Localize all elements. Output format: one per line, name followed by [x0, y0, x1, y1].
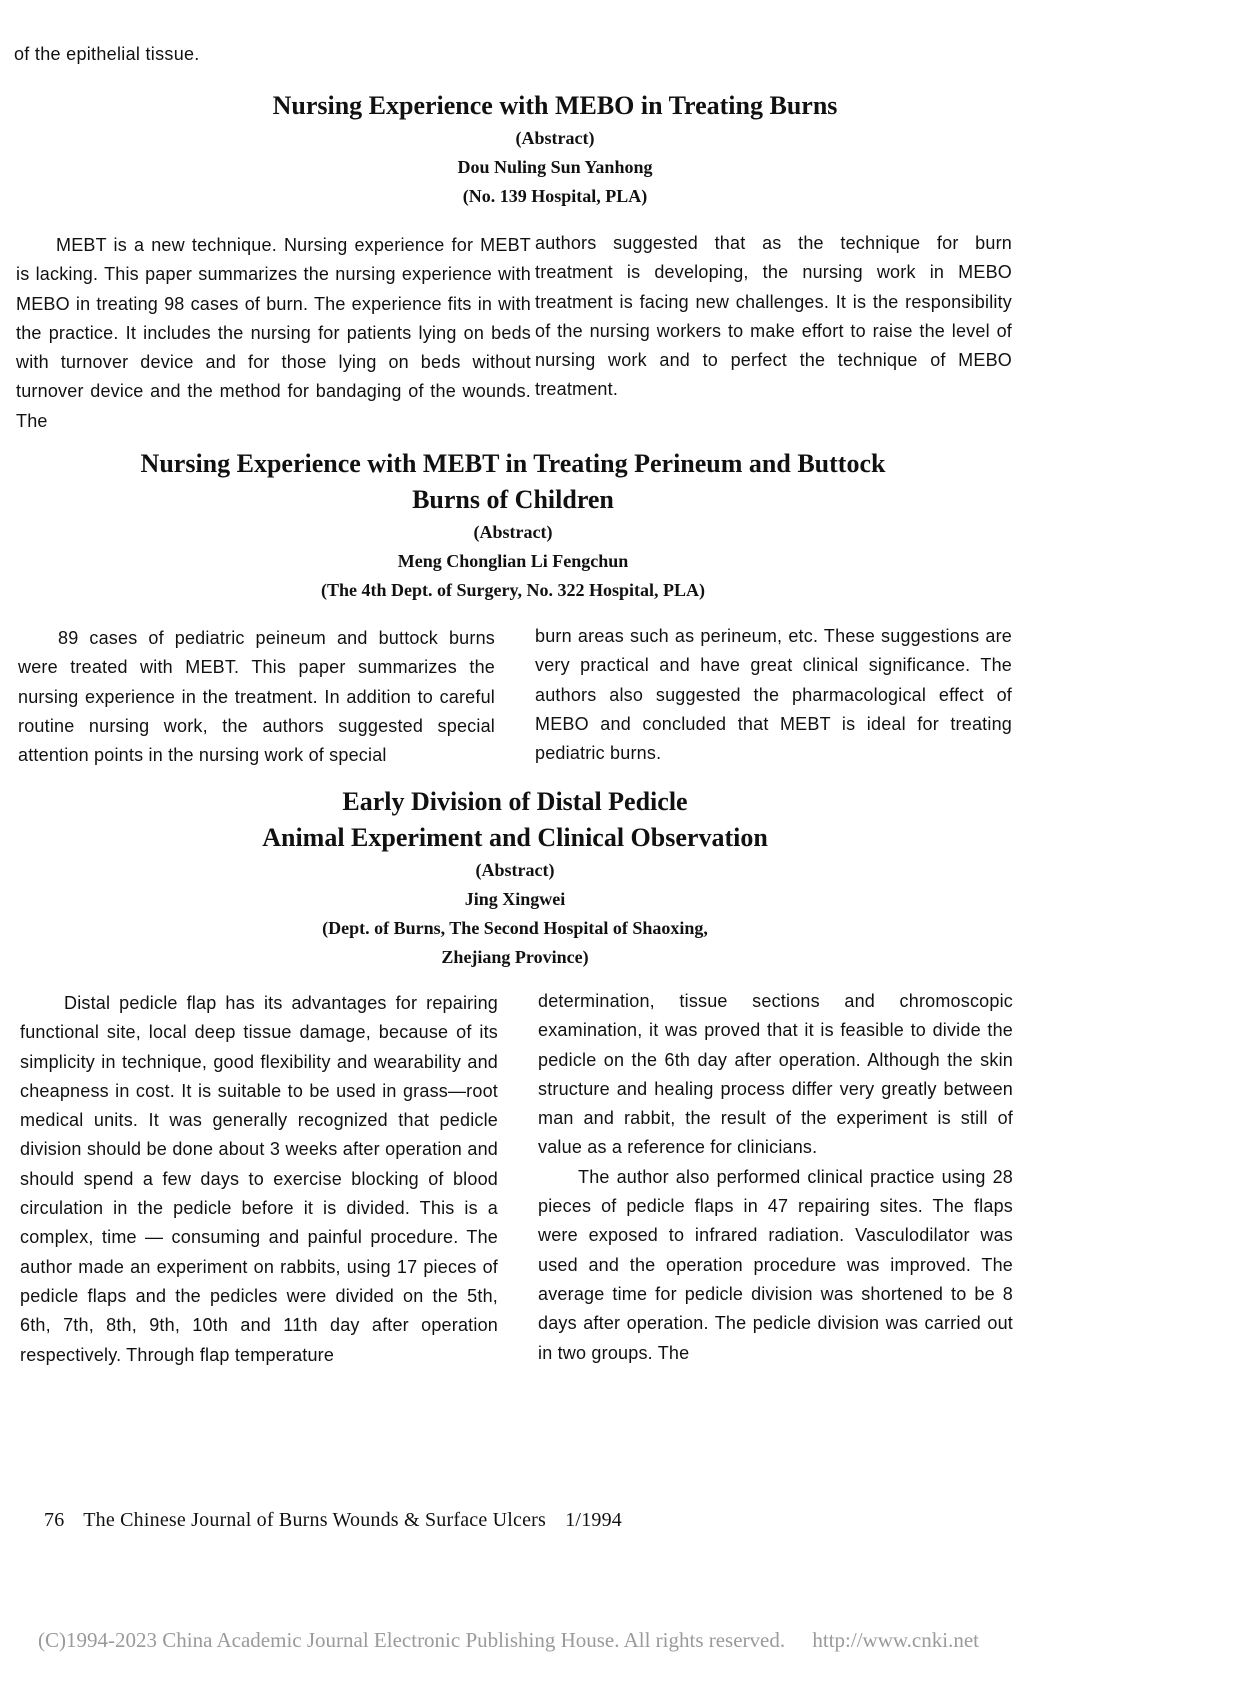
abstract-label: (Abstract) — [515, 128, 595, 148]
article-affiliation: (Dept. of Burns, The Second Hospital of Shaoxing, — [322, 918, 708, 938]
copyright-line — [38, 1628, 1218, 1653]
article-authors: Dou Nuling Sun Yanhong — [457, 157, 653, 177]
article-title: Early Division of Distal Pedicle — [342, 787, 688, 816]
article-title: Nursing Experience with MEBO in Treating Burns — [272, 91, 838, 120]
carry-over-text: of the epithelial tissue. — [14, 44, 200, 64]
article-1-left-column — [16, 231, 531, 436]
article-title: Nursing Experience with MEBT in Treating Perineum and Buttock — [140, 449, 886, 478]
article-affiliation: Zhejiang Province) — [441, 947, 589, 967]
abstract-label: (Abstract) — [473, 522, 553, 542]
body-paragraph: determination, tissue sections and chromoscopic examination, it was proved that it is feasible to divide the pedicle on the 6th day after operation. Although the skin structure and healing process differ very greatly between man and rabbit, the result of the experiment is still of value as a reference for clinicians. — [538, 991, 1013, 1158]
article-title: Animal Experiment and Clinical Observation — [262, 823, 768, 852]
article-affiliation: (The 4th Dept. of Surgery, No. 322 Hospital, PLA) — [321, 580, 705, 600]
article-1-header — [0, 88, 1110, 211]
article-authors: Meng Chonglian Li Fengchun — [397, 551, 629, 571]
copyright-url: http://www.cnki.net — [812, 1628, 979, 1652]
copyright-notice: (C)1994-2023 China Academic Journal Electronic Publishing House. All rights reserved. — [38, 1628, 786, 1652]
article-2-header — [0, 446, 1026, 605]
article-3-right-column — [538, 987, 1013, 1368]
article-3-header — [0, 784, 1030, 972]
article-1-right-column — [535, 229, 1012, 405]
body-paragraph: The author also performed clinical practice using 28 pieces of pedicle flaps in 47 repairing sites. The flaps were exposed to infrared radiation. Vasculodilator was used and the operation procedure was improved. The average time for pedicle division was shortened to be 8 days after operation. The pedicle division was carried out in two groups. The — [538, 1166, 1013, 1363]
article-title: Burns of Children — [412, 485, 614, 514]
page-number: 76 — [44, 1509, 65, 1531]
article-affiliation: (No. 139 Hospital, PLA) — [462, 186, 648, 206]
article-authors: Jing Xingwei — [464, 889, 566, 909]
body-paragraph: authors suggested that as the technique for burn treatment is developing, the nursing work in MEBO treatment is facing new challenges. It is the responsibility of the nursing workers to make effort to raise the level of nursing work and to perfect the technique of MEBO treatment. — [535, 233, 1012, 400]
issue-number: 1/1994 — [565, 1509, 622, 1531]
journal-name: The Chinese Journal of Burns Wounds & Surface Ulcers — [83, 1509, 547, 1531]
article-2-right-column — [535, 622, 1012, 768]
body-paragraph: MEBT is a new technique. Nursing experience for MEBT is lacking. This paper summarizes the nursing experience with MEBO in treating 98 cases of burn. The experience fits in with the practice. It includes the nursing for patients lying on beds with turnover device and for those lying on beds without turnover device and the method for bandaging of the wounds. The — [16, 235, 531, 431]
body-paragraph: Distal pedicle flap has its advantages for repairing functional site, local deep tissue damage, because of its simplicity in technique, good flexibility and wearability and cheapness in cost. It is suitable to be used in grass—root medical units. It was generally recognized that pedicle division should be done about 3 weeks after operation and should spend a few days to exercise blocking of blood circulation in the pedicle before it is divided. This is a complex, time — consuming and painful procedure. The author made an experiment on rabbits, using 17 pieces of pedicle flaps and the pedicles were divided on the 5th, 6th, 7th, 8th, 9th, 10th and 11th day after operation respectively. Through flap temperature — [20, 993, 498, 1365]
article-3-left-column — [20, 989, 498, 1370]
body-paragraph: 89 cases of pediatric peineum and buttock burns were treated with MEBT. This paper summarizes the nursing experience in the treatment. In addition to careful routine nursing work, the authors suggested special attention points in the nursing work of special — [18, 628, 495, 766]
page-footer — [44, 1509, 636, 1532]
article-2-left-column — [18, 624, 495, 770]
body-paragraph: burn areas such as perineum, etc. These suggestions are very practical and have great clinical significance. The authors also suggested the pharmacological effect of MEBO and concluded that MEBT is ideal for treating pediatric burns. — [535, 626, 1012, 764]
abstract-label: (Abstract) — [475, 860, 555, 880]
